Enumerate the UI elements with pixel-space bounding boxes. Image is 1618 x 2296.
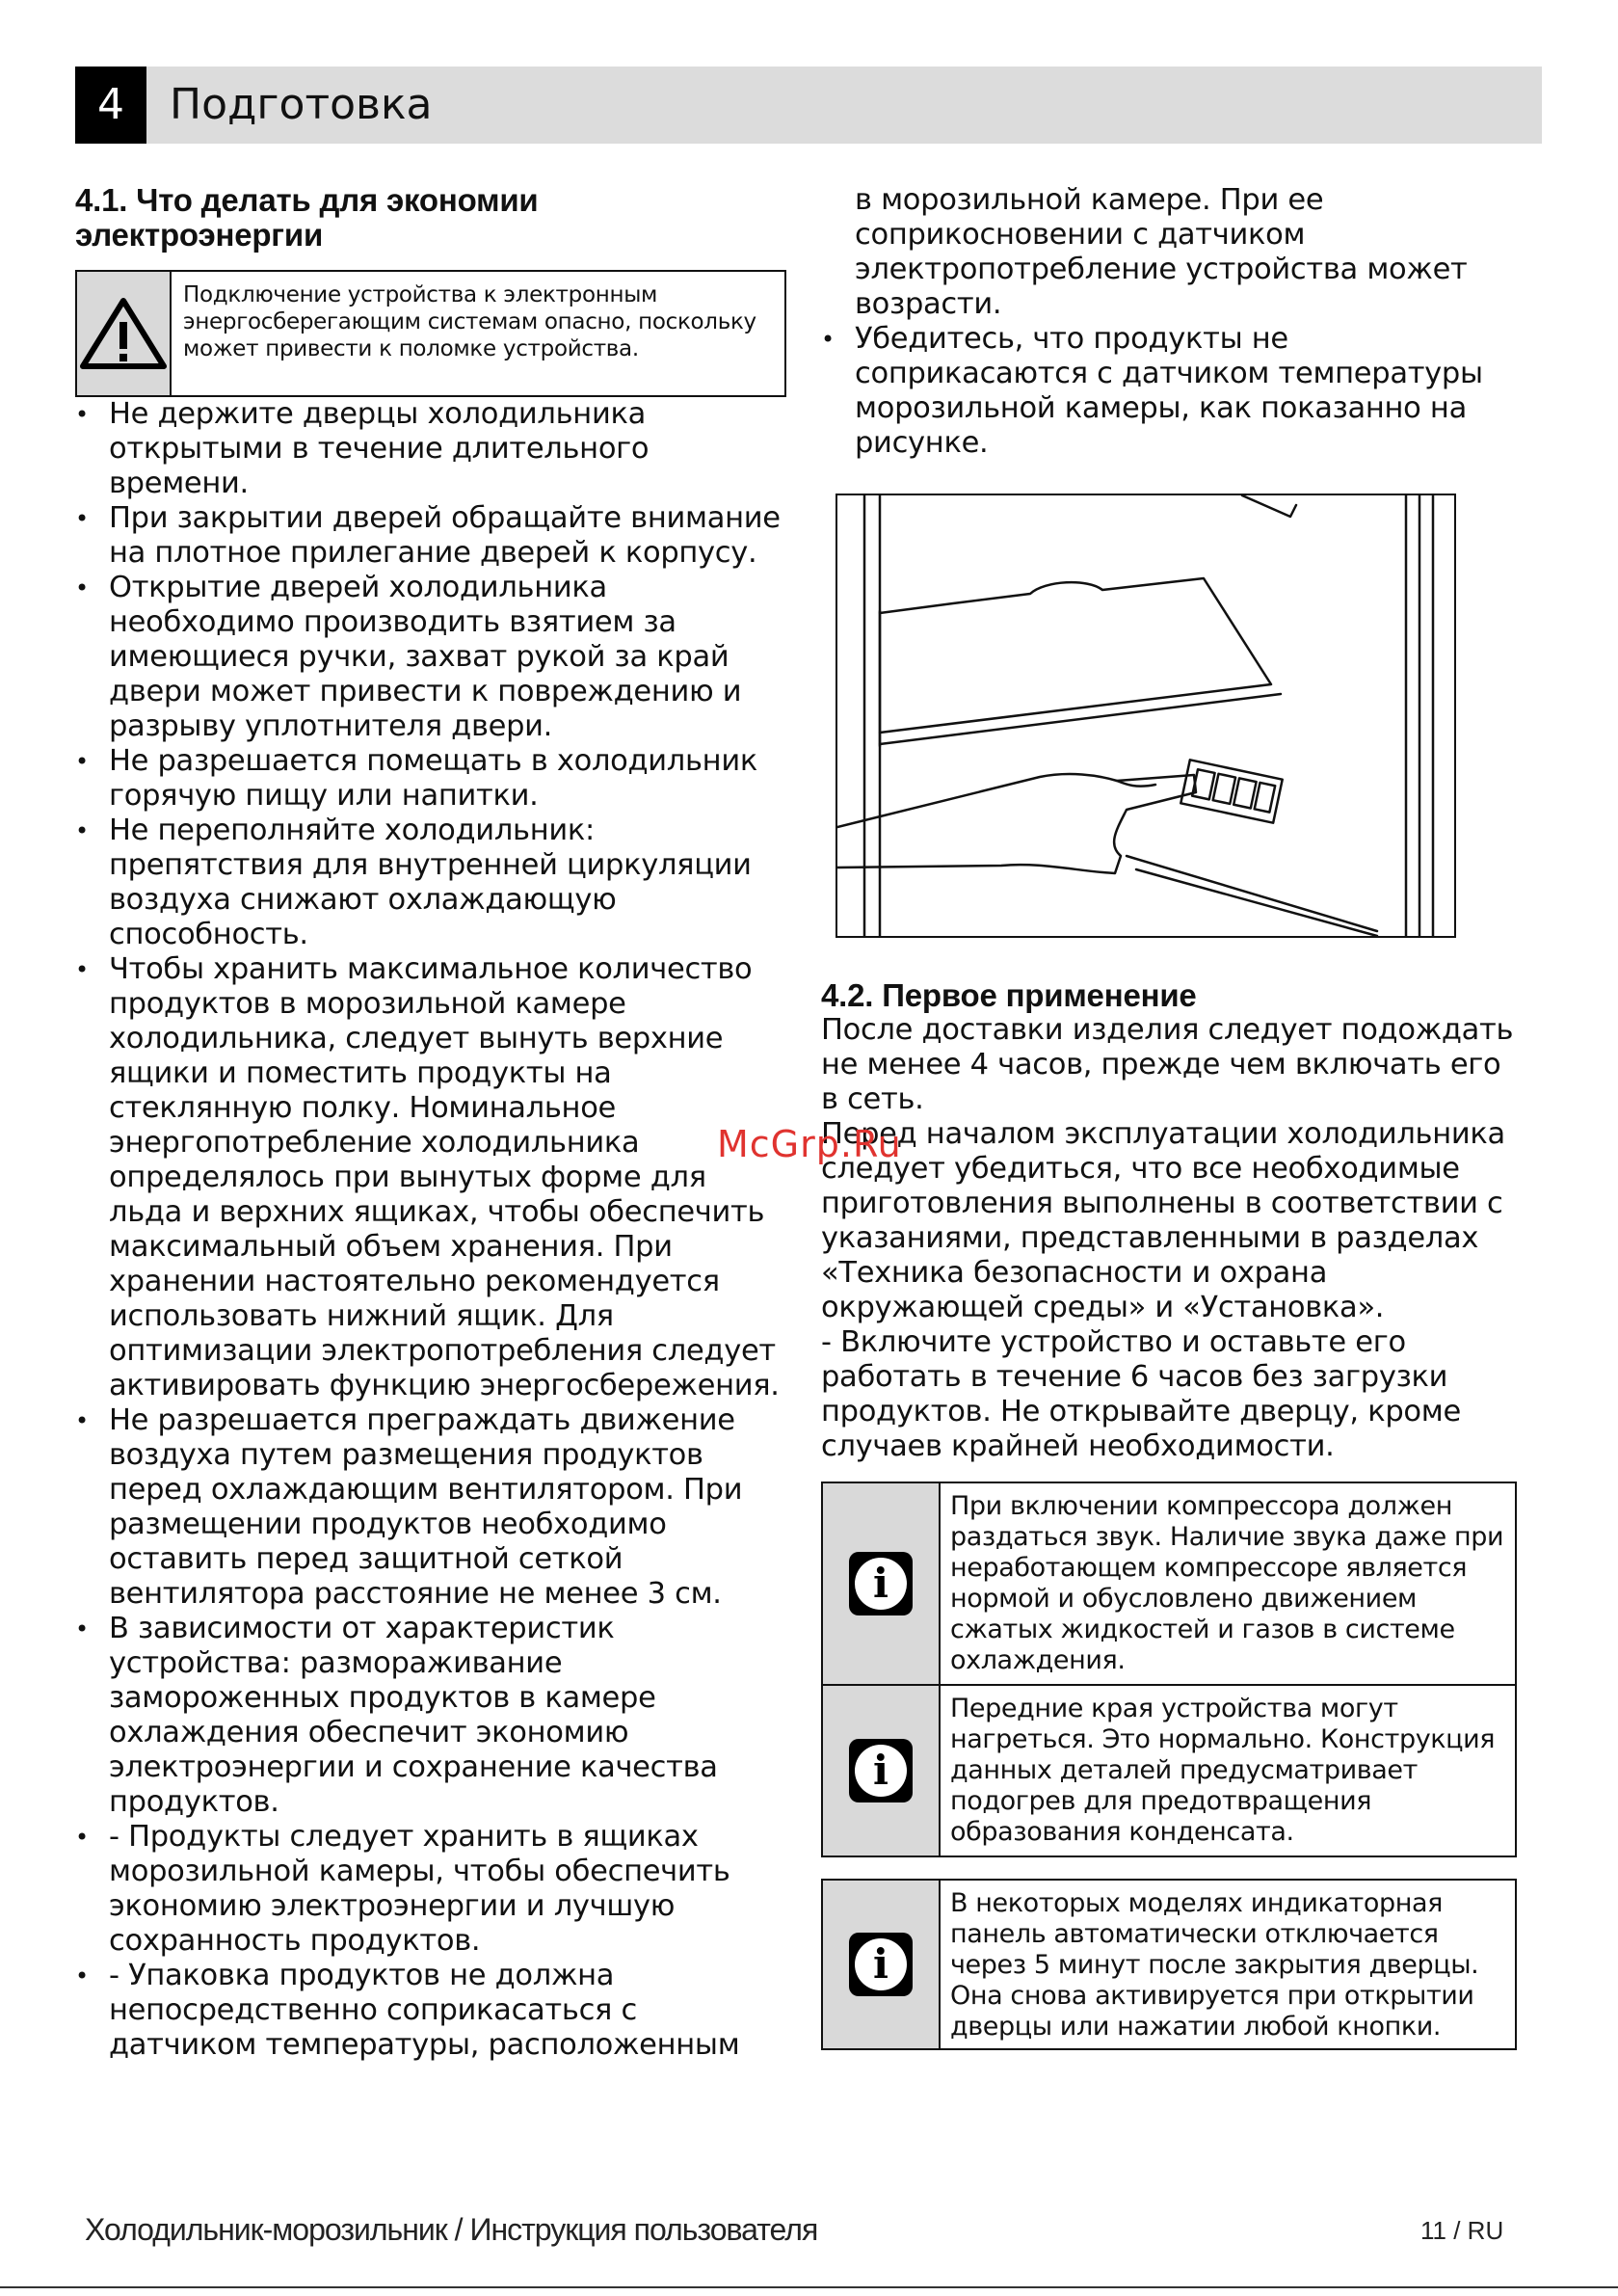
chapter-title: Подготовка — [170, 80, 433, 129]
list-item: • - Упаковка продуктов не должна непосредственно соприкасаться с датчиком температуры, расположенным — [75, 1959, 788, 2063]
warning-text: Подключение устройства к электронным энергосберегающим системам опасно, поскольку может привести к поломке устройства. — [183, 282, 756, 361]
info-note — [823, 1686, 1515, 1855]
note-text: Передние края устройства могут нагреться. Это нормально. Конструкция данных деталей предусматривает подогрев для предотвращения образования конденсата. — [950, 1694, 1496, 1847]
note-text: При включении компрессора должен раздаться звук. Наличие звука даже при неработающем компрессоре является нормой и обусловлено движением сжатых жидкостей и газов в системе охлаждения. — [950, 1491, 1504, 1675]
list-item: • В зависимости от характеристик устройства: размораживание замороженных продуктов в камере охлаждения обеспечит экономию электроэнергии и сохранение качества продуктов. — [75, 1612, 788, 1820]
paragraph: - Включите устройство и оставьте его работать в течение 6 часов без загрузки продуктов. Не открывайте дверцу, кроме случаев крайней необходимости. — [821, 1325, 1461, 1463]
list-item: • Убедитесь, что продукты не соприкасаются с датчиком температуры морозильной камеры, как показанно на рисунке. — [821, 322, 1523, 461]
list-item: • Не разрешается помещать в холодильник горячую пищу или напитки. — [75, 744, 788, 814]
paragraph: После доставки изделия следует подождать не менее 4 часов, прежде чем включать его в сеть. — [821, 1013, 1514, 1116]
list-item: • Не разрешается преграждать движение воздуха путем размещения продуктов перед охлаждающим вентилятором. При размещении продуктов необходимо оставить перед защитной сеткой вентилятора расстояние не менее 3 см. — [75, 1403, 788, 1612]
note-text: В некоторых моделях индикаторная панель автоматически отключается через 5 минут после закрытия дверцы. Она снова активируется при открытии дверцы или нажатии любой кнопки. — [950, 1888, 1479, 2042]
warning-triangle-icon — [77, 272, 172, 395]
list-item: • Открытие дверей холодильника необходимо производить взятием за имеющиеся ручки, захват рукой за край двери может привести к повреждению и разрыву уплотнителя двери. — [75, 571, 788, 744]
list-item: • Не держите дверцы холодильника открытыми в течение длительного времени. — [75, 397, 788, 501]
section-heading-4-1: 4.1. Что делать для экономии электроэнергии — [75, 182, 539, 253]
list-item: • Чтобы хранить максимальное количество продуктов в морозильной камере холодильника, следует вынуть верхние ящики и поместить продукты на стеклянную полку. Номинальное энергопотребление холодильника определялось при вынутых форме для льда и верхних ящиках, чтобы обеспечить максимальный объем хранения. При хранении настоятельно рекомендуется использовать нижний ящик. Для оптимизации электропотребления следует активировать функцию энергосбережения. — [75, 952, 788, 1403]
info-note — [823, 1483, 1515, 1686]
sensor-list — [821, 322, 1523, 461]
left-column — [75, 183, 788, 2063]
continued-text: в морозильной камере. При ее соприкосновении с датчиком электропотребление устройства может возрасти. — [855, 183, 1468, 321]
info-icon: i — [823, 1483, 941, 1684]
info-icon: i — [823, 1881, 941, 2048]
warning-box — [75, 270, 786, 397]
paragraph: Перед началом эксплуатации холодильника следует убедиться, что все необходимые приготовления выполнены в соответствии с указаниями, представленными в разделах «Техника безопасности и охрана окружающей среды» и «Установка». — [821, 1117, 1505, 1324]
tips-list — [75, 397, 788, 2063]
sensor-illustration — [836, 494, 1456, 938]
list-item: • Не переполняйте холодильник: препятствия для внутренней циркуляции воздуха снижают охлаждающую способность. — [75, 814, 788, 952]
info-notes-table — [821, 1482, 1517, 1857]
bottom-rule — [0, 2286, 1618, 2288]
section-heading-4-2: 4.2. Первое применение — [821, 977, 1197, 1013]
chapter-header — [75, 67, 1542, 144]
info-icon: i — [823, 1686, 941, 1855]
info-notes-table — [821, 1879, 1517, 2050]
page-number: 11 / RU — [1420, 2216, 1504, 2245]
list-item: • - Продукты следует хранить в ящиках морозильной камеры, чтобы обеспечить экономию электроэнергии и лучшую сохранность продуктов. — [75, 1820, 788, 1959]
info-note — [823, 1881, 1515, 2048]
footer-title: Холодильник-морозильник / Инструкция пользователя — [85, 2212, 818, 2247]
chapter-number: 4 — [75, 67, 146, 144]
watermark: McGrp.Ru — [717, 1123, 902, 1165]
list-item: • При закрытии дверей обращайте внимание на плотное прилегание дверей к корпусу. — [75, 501, 788, 571]
section-4-2 — [821, 978, 1523, 2050]
right-column — [821, 183, 1523, 938]
